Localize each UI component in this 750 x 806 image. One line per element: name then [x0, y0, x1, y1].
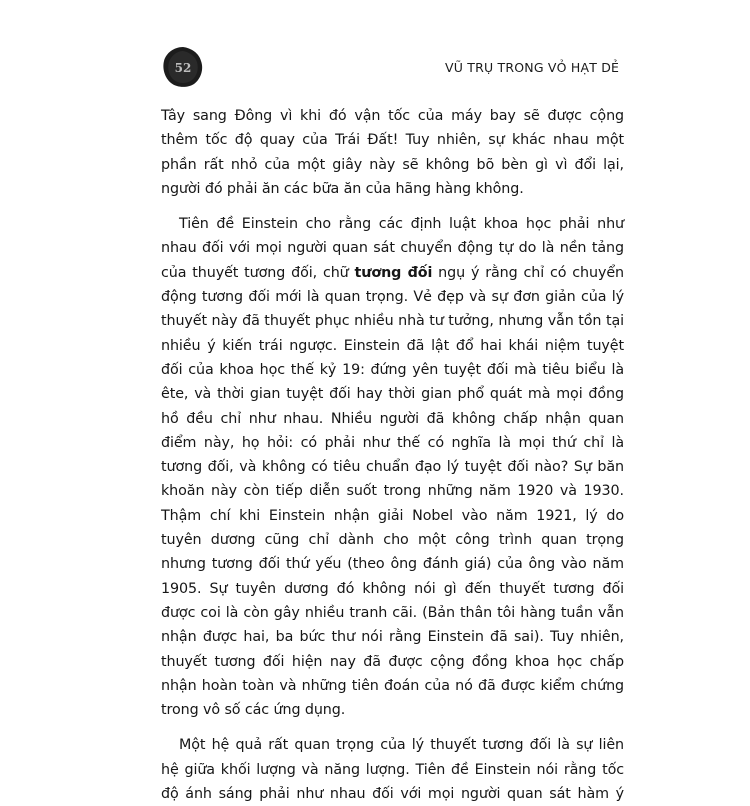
paragraph-2	[161, 212, 624, 722]
page-number-ornament-icon	[161, 45, 205, 89]
text-line: nhau đối với mọi người quan sát chuyển động tự do là nền tảng	[161, 240, 624, 257]
text-line: tương đối, và không có tiêu chuẩn đạo lý tuyệt đối nào? Sự băn	[161, 459, 624, 476]
text-line: trong vô số các ứng dụng.	[161, 702, 346, 719]
text-line: Tiên đề Einstein cho rằng các định luật khoa học phải như	[179, 216, 624, 233]
text-line: hệ giữa khối lượng và năng lượng. Tiên đề Einstein nói rằng tốc	[161, 761, 624, 778]
text-line: đối của khoa học thế kỷ 19: đứng yên tuyệt đối mà tiêu biểu là	[161, 361, 624, 378]
emphasized-term: tương đối	[354, 264, 433, 281]
text-line: của thuyết tương đối, chữ tương đối ngụ ý rằng chỉ có chuyển	[161, 264, 624, 281]
text-line: hồ đều chỉ như nhau. Nhiều người đã không chấp nhận quan	[161, 410, 624, 427]
text-line: ête, và thời gian tuyệt đối hay thời gian phổ quát mà mọi đồng	[161, 386, 624, 403]
text-line: Tây sang Đông vì khi đó vận tốc của máy bay sẽ được cộng	[161, 108, 624, 124]
text-line: Thậm chí khi Einstein nhận giải Nobel vào năm 1921, lý do	[161, 507, 624, 524]
text-line: tuyên dương cũng chỉ dành cho một công trình quan trọng	[161, 532, 624, 549]
text-line: được coi là còn gây nhiều tranh cãi. (Bản thân tôi hàng tuần vẫn	[161, 604, 624, 621]
text-line: nhận được hai, ba bức thư nói rằng Einstein đã sai). Tuy nhiên,	[161, 629, 624, 646]
text-line: điểm này, họ hỏi: có phải như thế có nghĩa là mọi thứ chỉ là	[161, 434, 624, 451]
paragraph-1	[161, 104, 624, 201]
text-line: Một hệ quả rất quan trọng của lý thuyết tương đối là sự liên	[179, 737, 624, 754]
running-title: VŨ TRỤ TRONG VỎ HẠT DẺ	[445, 60, 620, 75]
text-line: khoăn này còn tiếp diễn suốt trong những năm 1920 và 1930.	[161, 483, 624, 500]
text-line: thuyết này đã thuyết phục nhiều nhà tư tưởng, nhưng vẫn tồn tại	[161, 313, 624, 330]
text-line: nhận hoàn toàn và những tiên đoán của nó đã được kiểm chứng	[161, 677, 624, 694]
text-line: độ ánh sáng phải như nhau đối với mọi người quan sát hàm ý	[161, 786, 624, 803]
text-line: người đó phải ăn các bữa ăn của hãng hàng không.	[161, 180, 524, 197]
body-text	[161, 104, 624, 806]
text-line: nhiều ý kiến trái ngược. Einstein đã lật đổ hai khái niệm tuyệt	[161, 337, 624, 354]
text-line: thuyết tương đối hiện nay đã được cộng đồng khoa học chấp	[161, 653, 624, 670]
page-number: 52	[174, 61, 192, 75]
text-line: thêm tốc độ quay của Trái Đất! Tuy nhiên, sự khác nhau một	[161, 132, 624, 149]
text-line: 1905. Sự tuyên dương đó không nói gì đến thuyết tương đối	[161, 580, 624, 597]
paragraph-3	[161, 733, 624, 806]
text-line: phần rất nhỏ của một giây này sẽ không bõ bèn gì vì đổi lại,	[161, 156, 624, 173]
text-line: động tương đối mới là quan trọng. Vẻ đẹp và sự đơn giản của lý	[161, 289, 624, 306]
text-line: nhưng tương đối thứ yếu (theo ông đánh giá) của ông vào năm	[161, 556, 624, 573]
